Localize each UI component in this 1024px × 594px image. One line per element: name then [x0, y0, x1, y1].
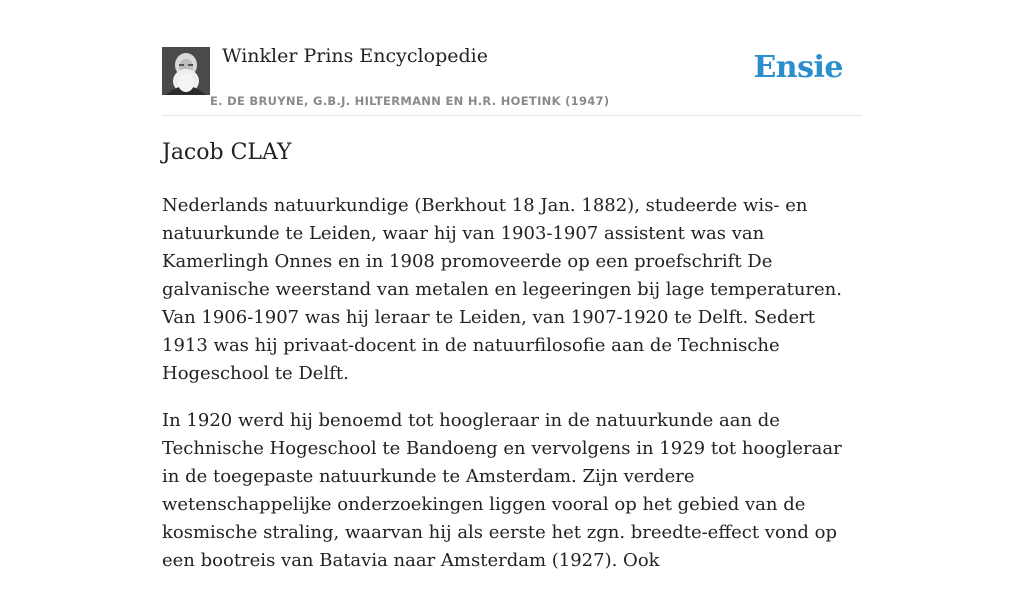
article-paragraph: Nederlands natuurkundige (Berkhout 18 Jan. 1882), studeerde wis- en natuurkunde te Leiden, waar hij van 1903-1907 assistent was van Kamerlingh Onnes en in 1908 promoveerde op een proefschrift De galvanische weerstand van metalen en legeeringen bij lage temperaturen. Van 1906-1907 was hij leraar te Leiden, van 1907-1920 te Delft. Sedert 1913 was hij privaat-docent in de natuurfilosofie aan de Technische Hogeschool te Delft.	[162, 195, 843, 384]
site-header	[162, 0, 862, 116]
article-body	[162, 192, 862, 594]
portrait-icon[interactable]	[162, 47, 210, 95]
content-container	[162, 0, 862, 571]
article-title: Jacob CLAY	[162, 140, 292, 165]
site-title[interactable]: Winkler Prins Encyclopedie	[222, 45, 488, 67]
ensie-logo-link[interactable]: Ensie	[753, 50, 843, 85]
article-paragraph: In 1920 werd hij benoemd tot hoogleraar in de natuurkunde aan de Technische Hogeschool te Bandoeng en vervolgens in 1929 tot hoogleraar in de toegepaste natuurkunde te Amsterdam. Zijn verdere wetenschappelijke onderzoekingen liggen vooral op het gebied van de kosmische straling, waarvan hij als eerste het zgn. breedte-effect vond op een bootreis van Batavia naar Amsterdam (1927). Ook	[162, 410, 842, 571]
site-subtitle: E. DE BRUYNE, G.B.J. HILTERMANN EN H.R. HOETINK (1947)	[210, 94, 610, 108]
